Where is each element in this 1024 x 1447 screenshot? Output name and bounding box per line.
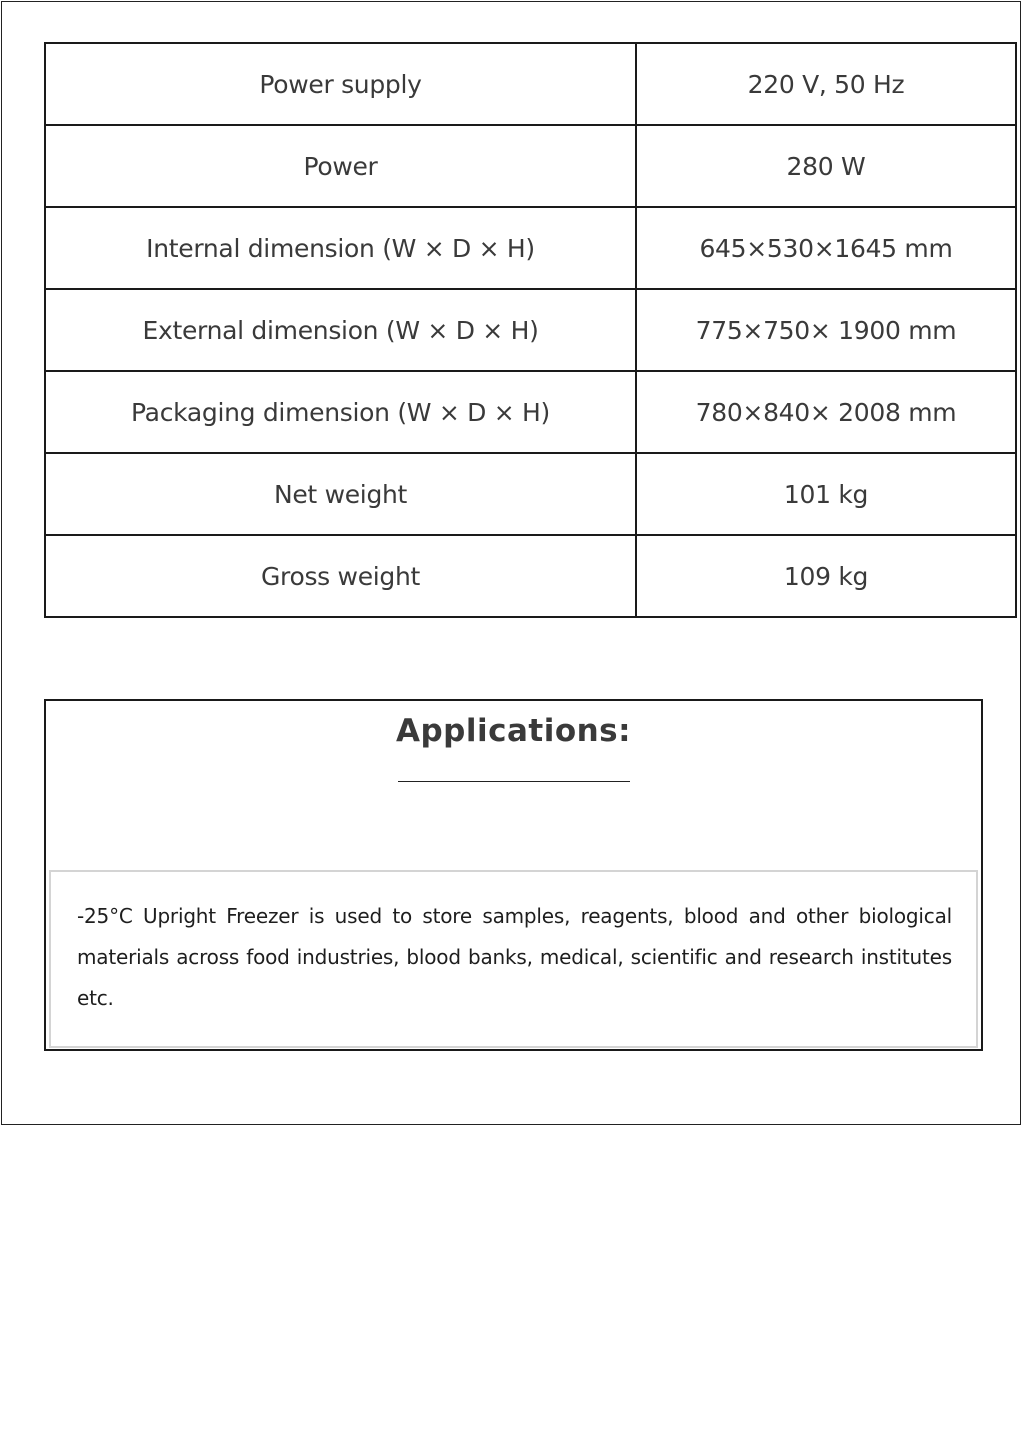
table-row <box>45 43 1016 125</box>
applications-content-box <box>49 870 978 1048</box>
applications-description: -25°C Upright Freezer is used to store samples, reagents, blood and other biological materials across food industries, blood banks, medical, scientific and research institutes etc. <box>77 904 952 1010</box>
spec-table <box>44 42 1017 618</box>
applications-title: Applications: <box>395 713 632 749</box>
spec-value: 775×750× 1900 mm <box>636 289 1016 371</box>
spec-label: Gross weight <box>45 535 636 617</box>
table-row <box>45 289 1016 371</box>
spec-label: Internal dimension (W × D × H) <box>45 207 636 289</box>
table-row <box>45 535 1016 617</box>
spec-label: External dimension (W × D × H) <box>45 289 636 371</box>
page-frame <box>1 1 1021 1125</box>
table-row <box>45 453 1016 535</box>
spec-value: 280 W <box>636 125 1016 207</box>
spec-value: 101 kg <box>636 453 1016 535</box>
spec-label: Net weight <box>45 453 636 535</box>
title-underline <box>398 781 630 782</box>
table-row <box>45 125 1016 207</box>
spec-label: Power supply <box>45 43 636 125</box>
spec-value: 645×530×1645 mm <box>636 207 1016 289</box>
table-row <box>45 207 1016 289</box>
spec-label: Packaging dimension (W × D × H) <box>45 371 636 453</box>
spec-label: Power <box>45 125 636 207</box>
spec-value: 109 kg <box>636 535 1016 617</box>
spec-value: 220 V, 50 Hz <box>636 43 1016 125</box>
spec-value: 780×840× 2008 mm <box>636 371 1016 453</box>
table-row <box>45 371 1016 453</box>
applications-section <box>44 699 983 1051</box>
